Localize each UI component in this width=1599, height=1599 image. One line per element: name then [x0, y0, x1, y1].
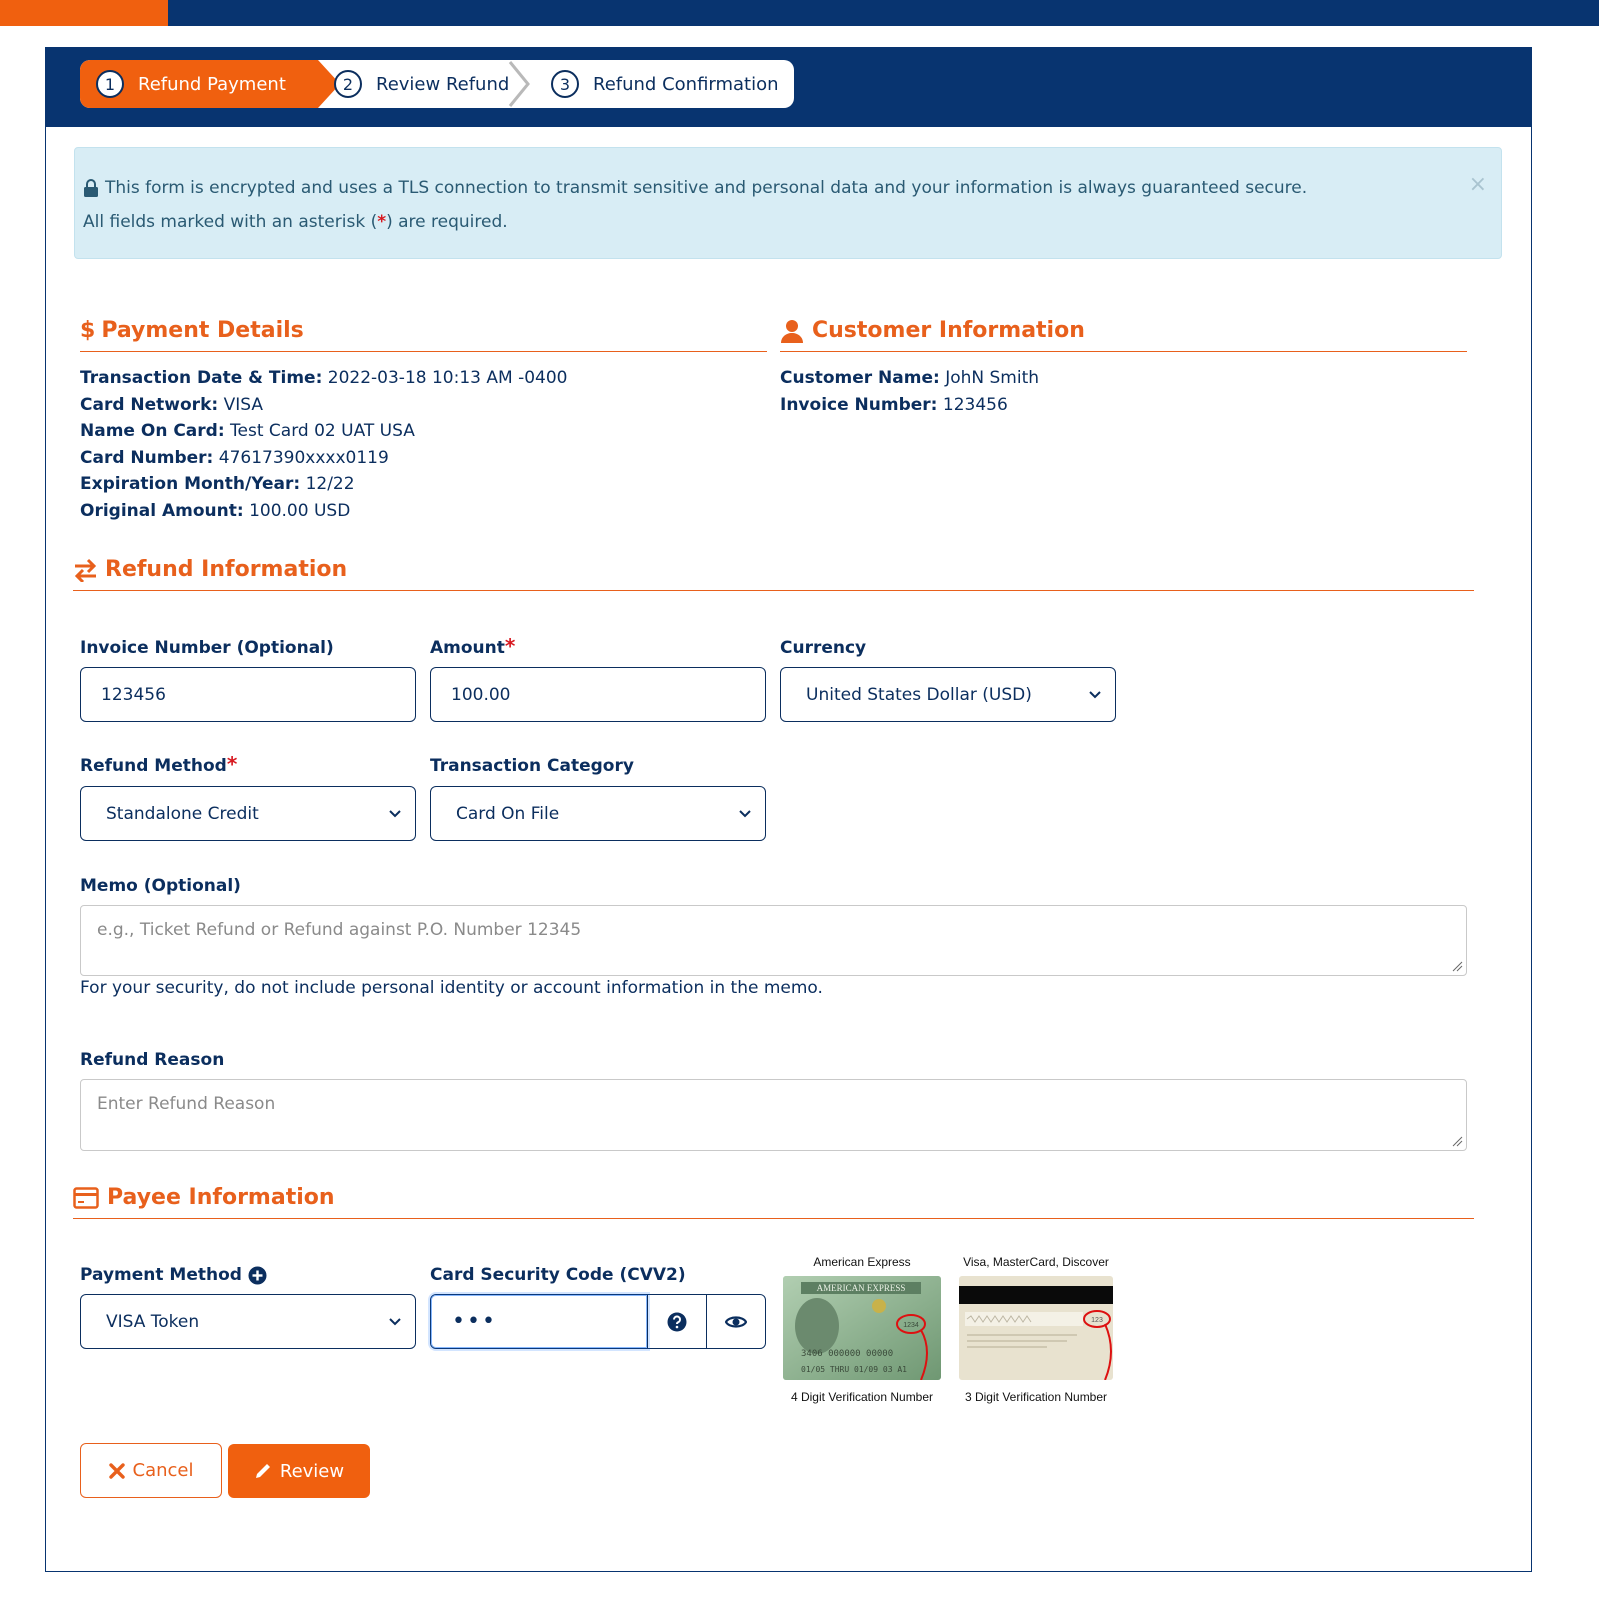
- step-refund-confirmation: [551, 60, 779, 108]
- cvv-label: Card Security Code (CVV2): [430, 1265, 686, 1285]
- section-divider: [80, 351, 767, 352]
- resize-handle-icon[interactable]: [1451, 1135, 1463, 1147]
- amex-caption: 4 Digit Verification Number: [790, 1390, 934, 1404]
- required-asterisk: *: [377, 212, 387, 232]
- step-label: Review Refund: [376, 73, 510, 95]
- refund-reason-textarea[interactable]: [80, 1079, 1467, 1151]
- amount-input[interactable]: 100.00: [430, 667, 766, 722]
- section-divider: [73, 590, 1474, 591]
- transaction-category-select[interactable]: Card On File: [430, 786, 766, 841]
- detail-row: Customer Name: JohN Smith: [780, 368, 1040, 388]
- chevron-down-icon: [389, 807, 401, 819]
- refund-reason-placeholder: Enter Refund Reason: [97, 1094, 276, 1114]
- cvv-input[interactable]: •••: [431, 1295, 647, 1348]
- amex-card-image: [783, 1276, 941, 1380]
- lock-icon: [83, 179, 99, 197]
- memo-label: Memo (Optional): [80, 876, 241, 896]
- refund-method-label: Refund Method*: [80, 752, 238, 776]
- amex-title: American Express: [813, 1255, 911, 1269]
- currency-label: Currency: [780, 638, 867, 658]
- amount-label: Amount*: [430, 634, 516, 658]
- eye-icon: [725, 1314, 747, 1330]
- step-label: Refund Confirmation: [593, 73, 779, 95]
- transaction-category-label: Transaction Category: [430, 756, 634, 776]
- step-refund-payment: [96, 60, 286, 108]
- customer-info-list: [780, 365, 1039, 418]
- chevron-down-icon: [389, 1315, 401, 1327]
- payment-method-select[interactable]: VISA Token: [80, 1294, 416, 1349]
- visa-card-back-image: [959, 1276, 1113, 1380]
- svg-text:3406 000000 00000: 3406 000000 00000: [801, 1349, 894, 1359]
- close-icon: [109, 1463, 125, 1479]
- top-navbar: [0, 0, 1599, 26]
- step-number: 2: [334, 70, 362, 98]
- section-divider: [73, 1218, 1474, 1219]
- security-alert: [74, 147, 1502, 259]
- detail-row: Name On Card: Test Card 02 UAT USA: [80, 421, 415, 441]
- detail-row: Expiration Month/Year: 12/22: [80, 474, 355, 494]
- cvv-show-button[interactable]: [706, 1295, 765, 1348]
- section-divider: [780, 351, 1467, 352]
- review-button[interactable]: Review: [228, 1444, 370, 1498]
- step-label: Refund Payment: [138, 73, 286, 95]
- alert-encryption-text: This form is encrypted and uses a TLS connection to transmit sensitive and personal data and your information is always guaranteed secure.: [105, 178, 1308, 198]
- cvv-help-button[interactable]: [647, 1295, 706, 1348]
- chevron-down-icon: [1089, 688, 1101, 700]
- memo-textarea[interactable]: [80, 905, 1467, 976]
- pencil-icon: [254, 1462, 272, 1480]
- detail-row: Invoice Number: 123456: [780, 394, 1008, 415]
- memo-placeholder: e.g., Ticket Refund or Refund against P.O. Number 12345: [97, 920, 582, 940]
- invoice-number-label: Invoice Number (Optional): [80, 638, 334, 658]
- svg-text:01/05 THRU 01/09 03 A1: 01/05 THRU 01/09 03 A1: [801, 1365, 907, 1374]
- chevron-down-icon: [739, 807, 751, 819]
- svg-text:123: 123: [1091, 1317, 1103, 1324]
- plus-circle-icon[interactable]: [248, 1266, 267, 1285]
- exchange-icon: [73, 558, 98, 582]
- progress-steps: [80, 60, 794, 108]
- step-number: 3: [551, 70, 579, 98]
- resize-handle-icon[interactable]: [1451, 960, 1463, 972]
- refund-information-heading: Refund Information: [73, 557, 347, 582]
- step-review-refund: [334, 60, 509, 108]
- refund-form-panel: [45, 47, 1532, 1572]
- visa-cvv-illustration: [954, 1254, 1118, 1404]
- alert-required-text: All fields marked with an asterisk (*) are required.: [83, 212, 508, 232]
- payment-method-label: Payment Method: [80, 1265, 267, 1285]
- svg-text:AMERICAN EXPRESS: AMERICAN EXPRESS: [816, 1283, 906, 1293]
- visa-caption: 3 Digit Verification Number: [964, 1390, 1108, 1404]
- required-asterisk: *: [504, 634, 516, 658]
- visa-title: Visa, MasterCard, Discover: [963, 1255, 1109, 1269]
- top-navbar-accent: [0, 0, 168, 26]
- amex-cvv-illustration: [782, 1254, 942, 1404]
- detail-row: Original Amount: 100.00 USD: [80, 500, 351, 521]
- step-number: 1: [96, 70, 124, 98]
- currency-select[interactable]: United States Dollar (USD): [780, 667, 1116, 722]
- cvv-input-group: [430, 1294, 766, 1349]
- credit-card-icon: [73, 1187, 99, 1209]
- refund-reason-label: Refund Reason: [80, 1050, 225, 1070]
- refund-method-select[interactable]: Standalone Credit: [80, 786, 416, 841]
- payee-information-heading: Payee Information: [73, 1185, 335, 1210]
- invoice-number-input[interactable]: 123456: [80, 667, 416, 722]
- dollar-icon: $: [80, 318, 96, 343]
- memo-help-text: For your security, do not include personal identity or account information in the memo.: [80, 978, 823, 998]
- payment-details-heading: $ Payment Details: [80, 318, 304, 343]
- alert-close-button[interactable]: ×: [1468, 172, 1487, 197]
- detail-row: Transaction Date & Time: 2022-03-18 10:13 AM -0400: [80, 368, 568, 388]
- user-icon: [780, 319, 804, 343]
- detail-row: Card Number: 47617390xxxx0119: [80, 447, 389, 468]
- payment-details-list: [80, 365, 567, 524]
- question-circle-icon: [667, 1312, 687, 1332]
- svg-text:1234: 1234: [903, 1322, 919, 1329]
- panel-header: [46, 48, 1531, 127]
- cancel-button[interactable]: Cancel: [80, 1443, 222, 1498]
- detail-row: Card Network: VISA: [80, 394, 263, 415]
- required-asterisk: *: [226, 752, 238, 776]
- chevron-right-icon: [506, 60, 530, 108]
- customer-information-heading: Customer Information: [780, 318, 1085, 343]
